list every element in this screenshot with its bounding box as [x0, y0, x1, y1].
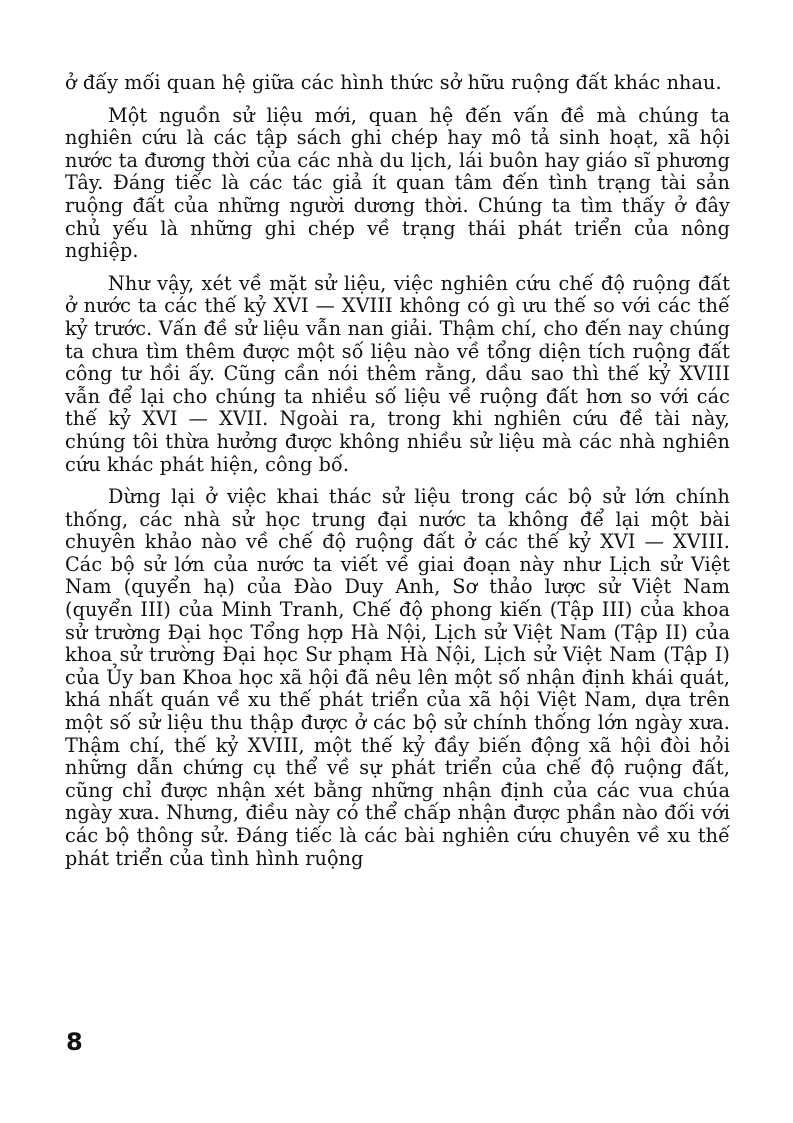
paragraph-travel-sources: Một nguồn sử liệu mới, quan hệ đến vấn đề mà chúng ta nghiên cứu là các tập sách ghi chép hay mô tả sinh hoạt, xã hội nước ta đương thời của các nhà du lịch, lái buôn hay giáo sĩ phương Tây. Đáng tiếc là các tác giả ít quan tâm đến tình trạng tài sản ruộng đất của những người dương thời. Chúng ta tìm thấy ở đây chủ yếu là những ghi chép về trạng thái phát triển của nông nghiệp. [65, 103, 730, 263]
paragraph-source-assessment: Như vậy, xét về mặt sử liệu, việc nghiên cứu chế độ ruộng đất ở nước ta các thế kỷ XVI — XVIII không có gì ưu thế so với các thế kỷ trước. Vấn đề sử liệu vẫn nan giải. Thậm chí, cho đến nay chúng ta chưa tìm thêm được một số liệu nào về tổng diện tích ruộng đất công tư hồi ấy. Cũng cần nói thêm rằng, dầu sao thì thế kỷ XVIII vẫn để lại cho chúng ta nhiều số liệu về ruộng đất hơn so với các thế kỷ XVI — XVII. Ngoài ra, trong khi nghiên cứu đề tài này, chúng tôi thừa hưởng được không nhiều sử liệu mà các nhà nghiên cứu khác phát hiện, công bố. [65, 271, 730, 476]
page-number: 8 [66, 1028, 83, 1056]
body-text [65, 72, 730, 870]
paragraph-historiography: Dừng lại ở việc khai thác sử liệu trong các bộ sử lớn chính thống, các nhà sử học trung đại nước ta không để lại một bài chuyên khảo nào về chế độ ruộng đất ở các thế kỷ XVI — XVIII. Các bộ sử lớn của nước ta viết về giai đoạn này như Lịch sử Việt Nam (quyển hạ) của Đào Duy Anh, Sơ thảo lược sử Việt Nam (quyển III) của Minh Tranh, Chế độ phong kiến (Tập III) của khoa sử trường Đại học Tổng hợp Hà Nội, Lịch sử Việt Nam (Tập II) của khoa sử trường Đại học Sư phạm Hà Nội, Lịch sử Việt Nam (Tập I) của Ủy ban Khoa học xã hội đã nêu lên một số nhận định khái quát, khá nhất quán về xu thế phát triển của xã hội Việt Nam, dựa trên một số sử liệu thu thập được ở các bộ sử chính thống lớn ngày xưa. Thậm chí, thế kỷ XVIII, một thế kỷ đầy biến động xã hội đòi hỏi những dẫn chứng cụ thể về sự phát triển của chế độ ruộng đất, cũng chỉ được nhận xét bằng những nhận định của các vua chúa ngày xưa. Nhưng, điều này có thể chấp nhận được phần nào đối với các bộ thông sử. Đáng tiếc là các bài nghiên cứu chuyên về xu thế phát triển của tình hình ruộng [65, 485, 730, 870]
paragraph-continued: ở đấy mối quan hệ giữa các hình thức sở hữu ruộng đất khác nhau. [65, 71, 722, 94]
